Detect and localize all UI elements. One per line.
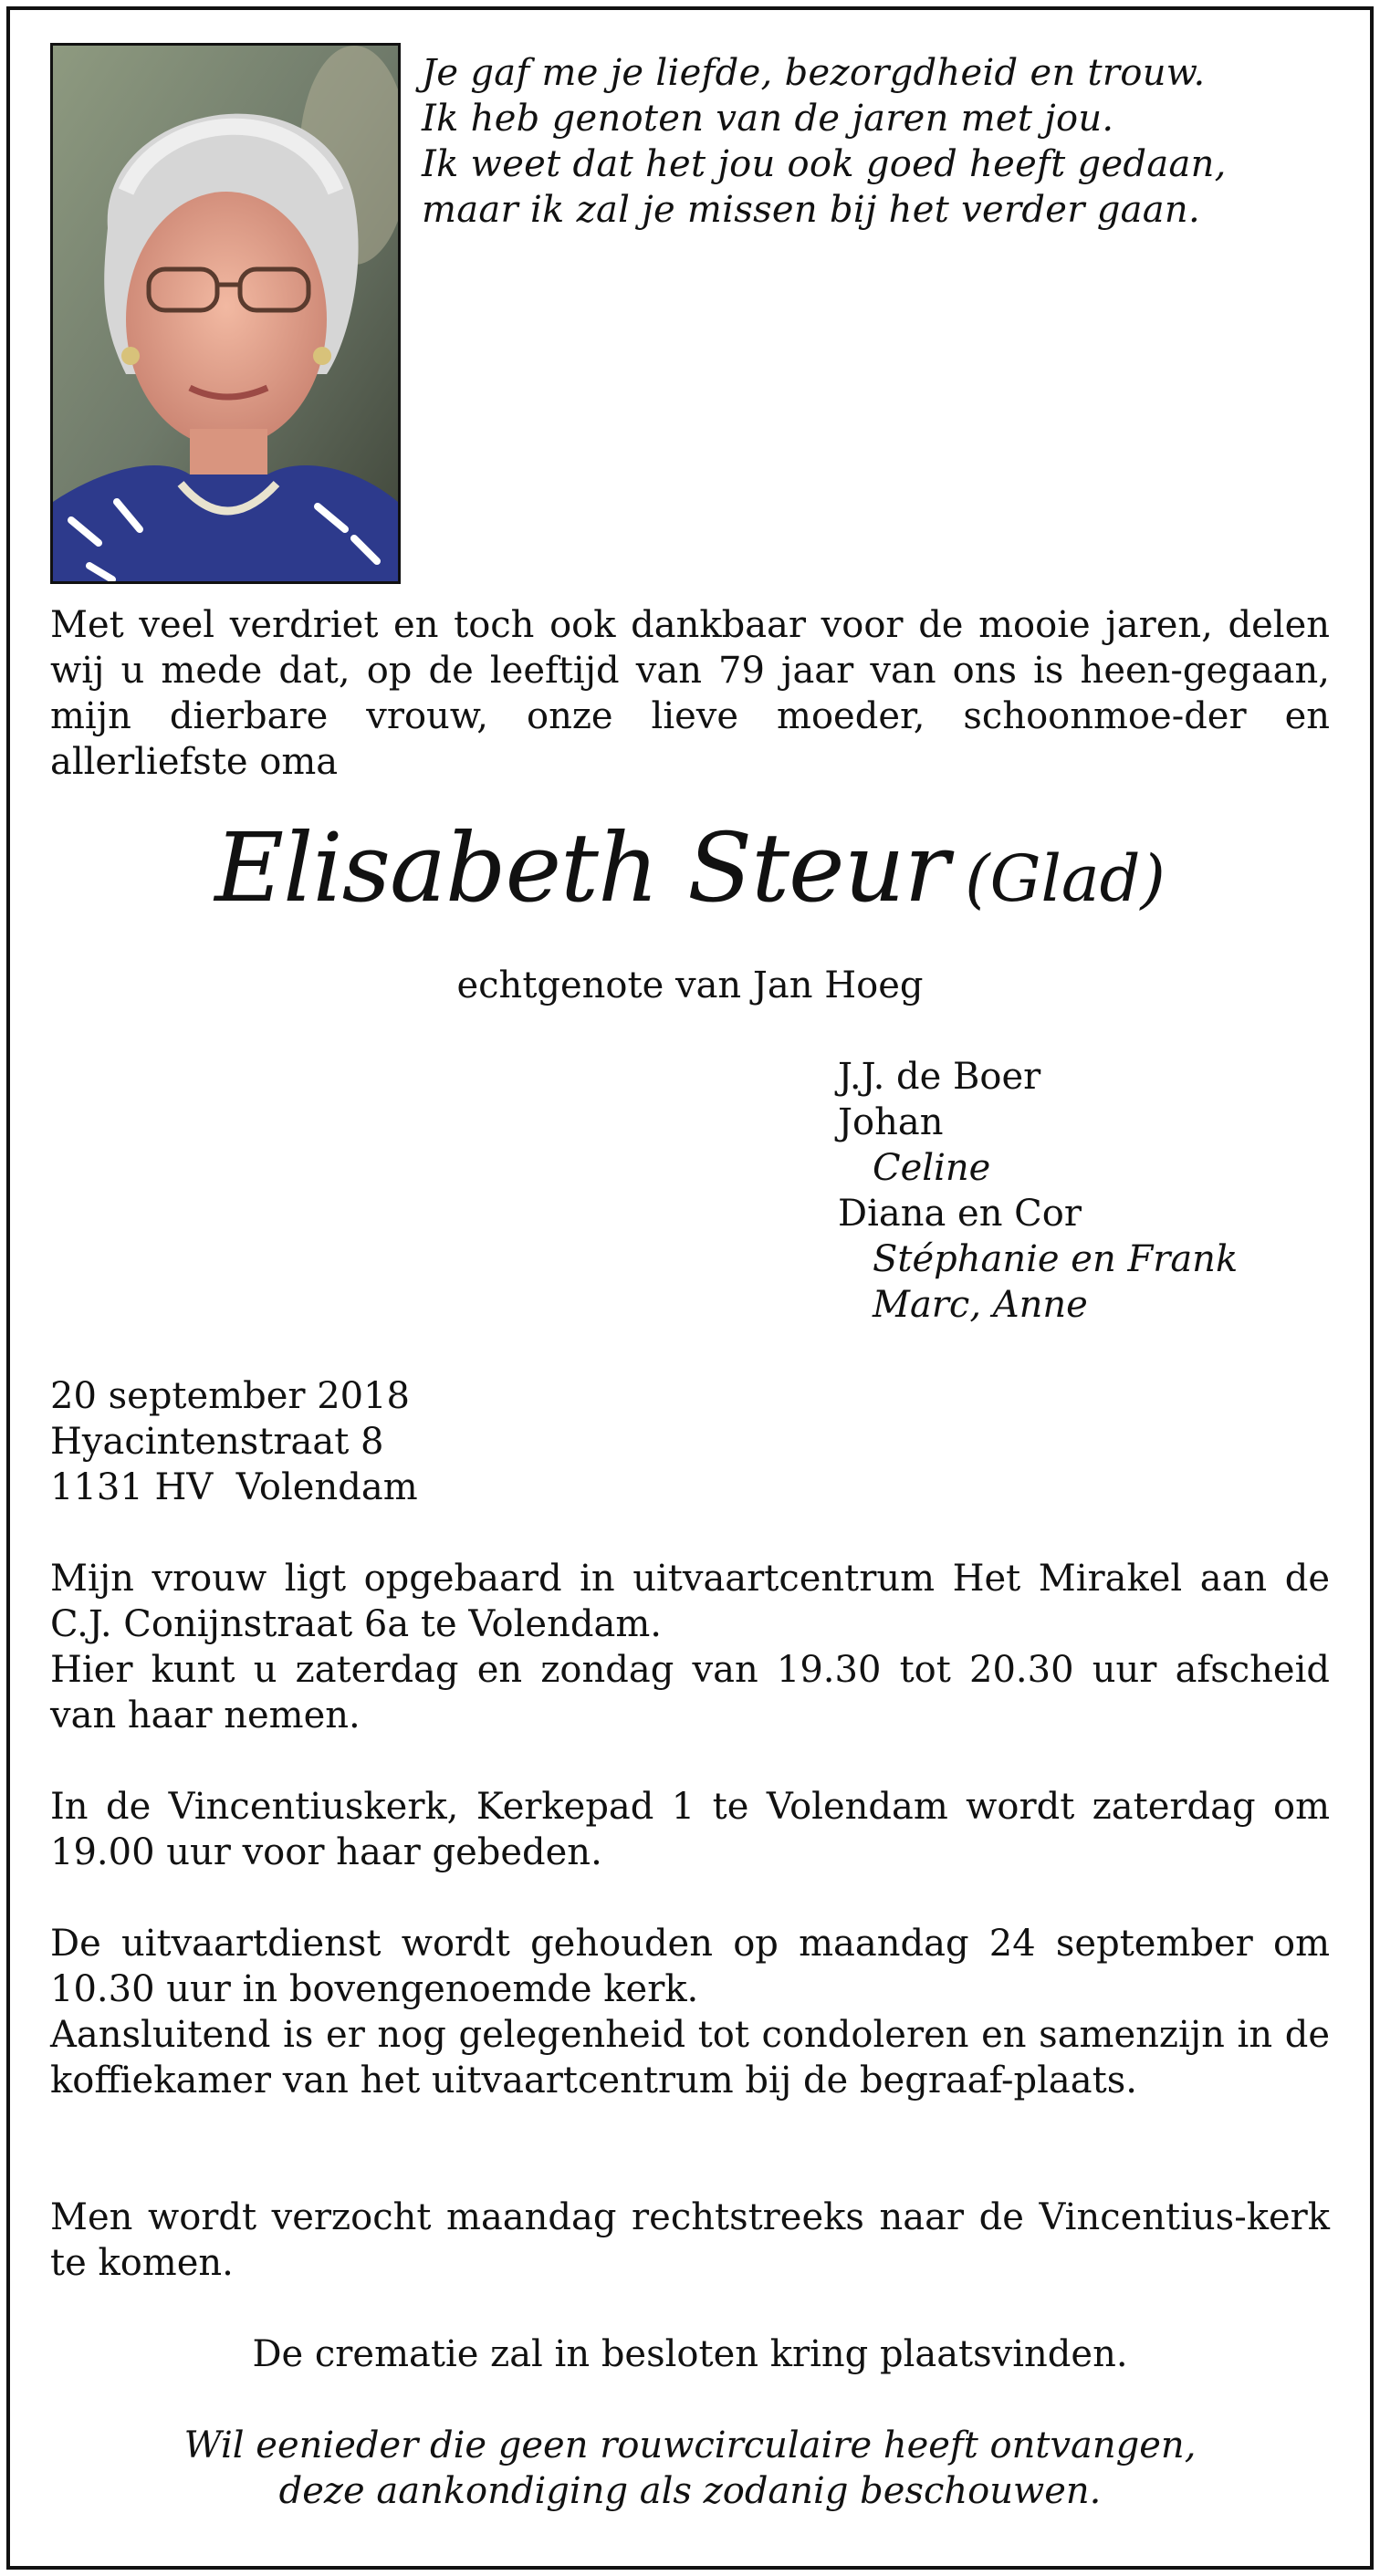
service-paragraph bbox=[50, 1921, 1330, 2103]
portrait-photo bbox=[50, 43, 401, 584]
portrait-photo-icon bbox=[53, 46, 398, 581]
address-block bbox=[50, 1373, 418, 1510]
memorial-poem bbox=[422, 50, 1343, 233]
poem-line: maar ik zal je missen bij het verder gaan. bbox=[422, 189, 1200, 231]
viewing-location: Mijn vrouw ligt opgebaard in uitvaartcentrum Het Mirakel aan de C.J. Conijnstraat 6a te Volendam. bbox=[50, 1558, 1330, 1645]
deceased-name: Elisabeth Steur bbox=[214, 812, 949, 923]
spouse-line: echtgenote van Jan Hoeg bbox=[456, 965, 924, 1006]
viewing-times: Hier kunt u zaterdag en zondag van 19.30 tot 20.30 uur afscheid van haar nemen. bbox=[50, 1649, 1330, 1736]
condolence-details: Aansluitend is er nog gelegenheid tot condoleren en samenzijn in de koffiekamer van het uitvaartcentrum bij de begraaf-plaats. bbox=[50, 2014, 1330, 2101]
maiden-name: (Glad) bbox=[965, 841, 1166, 916]
deceased-name-heading bbox=[0, 812, 1380, 923]
street-address: Hyacintenstraat 8 bbox=[50, 1421, 384, 1463]
family-list bbox=[838, 1054, 1238, 1328]
family-member: Diana en Cor bbox=[838, 1193, 1082, 1235]
poem-line: Ik heb genoten van de jaren met jou. bbox=[422, 98, 1114, 140]
grandchild: Celine bbox=[873, 1147, 991, 1189]
request-paragraph: Men wordt verzocht maandag rechtstreeks naar de Vincentius-kerk te komen. bbox=[50, 2196, 1330, 2284]
date-of-death: 20 september 2018 bbox=[50, 1375, 411, 1417]
poem-line: Ik weet dat het jou ook goed heeft gedaan, bbox=[422, 143, 1227, 185]
viewing-paragraph bbox=[50, 1556, 1330, 1738]
family-member: J.J. de Boer bbox=[838, 1056, 1041, 1098]
intro-paragraph: Met veel verdriet en toch ook dankbaar voor de mooie jaren, delen wij u mede dat, op de leeftijd van 79 jaar van ons is heen-gegaan, mijn dierbare vrouw, onze lieve moeder, schoonmoe-der en allerliefste oma bbox=[50, 604, 1330, 783]
closing-note bbox=[0, 2423, 1380, 2514]
prayer-paragraph: In de Vincentiuskerk, Kerkepad 1 te Volendam wordt zaterdag om 19.00 uur voor haar gebeden. bbox=[50, 1786, 1330, 1873]
cremation-notice: De crematie zal in besloten kring plaatsvinden. bbox=[252, 2333, 1128, 2375]
poem-line: Je gaf me je liefde, bezorgdheid en trouw. bbox=[422, 52, 1206, 94]
closing-line: Wil eenieder die geen rouwcirculaire heeft ontvangen, bbox=[183, 2425, 1197, 2466]
family-member: Johan bbox=[838, 1101, 944, 1143]
service-details: De uitvaartdienst wordt gehouden op maandag 24 september om 10.30 uur in bovengenoemde kerk. bbox=[50, 1923, 1330, 2010]
closing-line: deze aankondiging als zodanig beschouwen. bbox=[278, 2470, 1102, 2512]
grandchild: Stéphanie en Frank bbox=[873, 1238, 1239, 1280]
postal-city: 1131 HV Volendam bbox=[50, 1466, 418, 1508]
grandchild: Marc, Anne bbox=[873, 1284, 1088, 1326]
